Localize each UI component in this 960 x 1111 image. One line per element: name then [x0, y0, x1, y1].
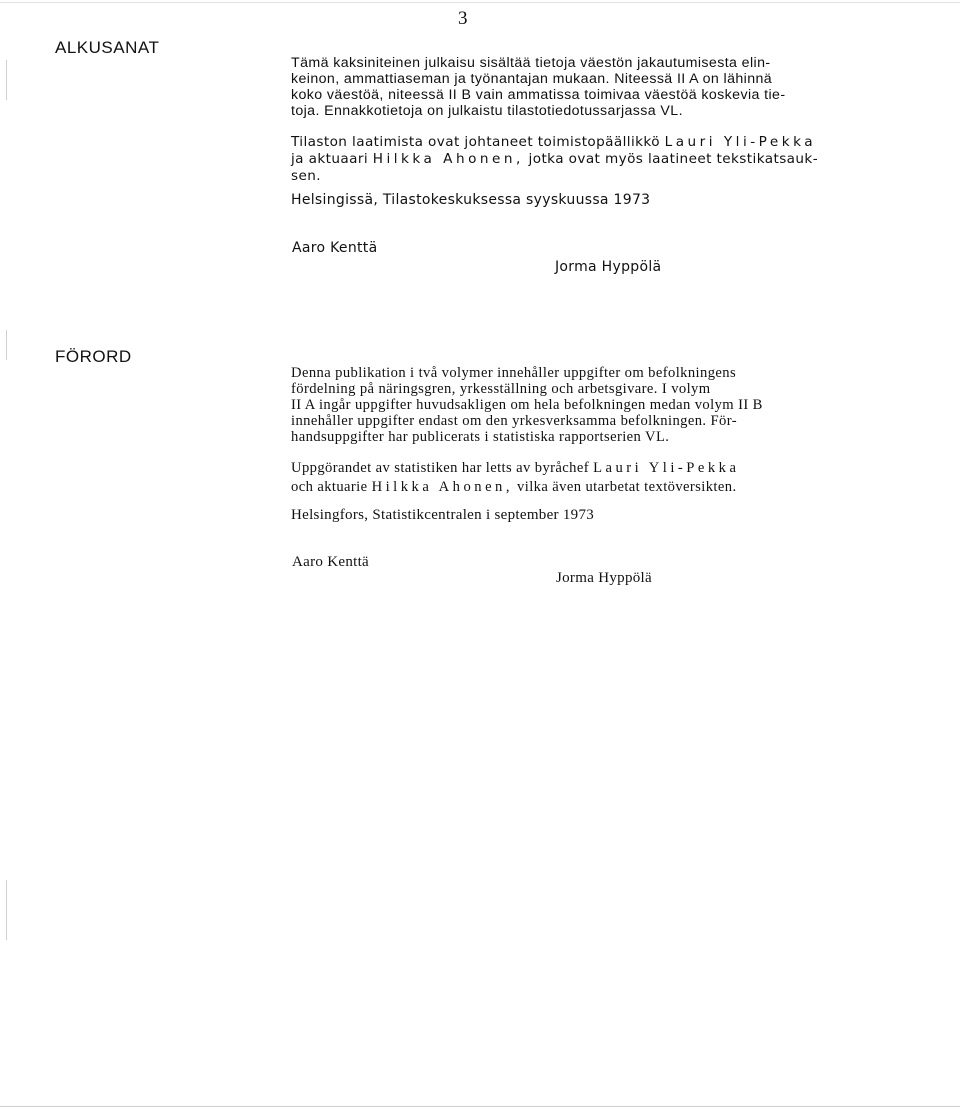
text-fragment: och aktuarie: [291, 479, 372, 495]
scan-margin-mark: [6, 330, 7, 360]
text-line: koko väestöä, niteessä II B vain ammatissa toimivaa väestöä koskevia tie-: [291, 87, 786, 103]
text-line: [291, 478, 871, 497]
text-line: II A ingår uppgifter huvudsakligen om hela befolkningen medan volym II B: [291, 397, 763, 413]
scan-margin-mark: [6, 880, 7, 940]
text-line: handsuppgifter har publicerats i statistiska rapportserien VL.: [291, 429, 670, 445]
text-line: keinon, ammattiaseman ja työnantajan mukaan. Niteessä II A on lähinnä: [291, 71, 773, 87]
signature-right: Jorma Hyppölä: [556, 570, 652, 586]
text-line: [291, 459, 871, 478]
scan-top-edge: [0, 2, 960, 3]
scan-margin-mark: [6, 60, 7, 100]
finnish-paragraph-2: [291, 134, 871, 185]
text-line: fördelning på näringsgren, yrkesställning och arbetsgivare. I volym: [291, 381, 711, 397]
signature-right: Jorma Hyppölä: [555, 259, 662, 275]
text-fragment: ja aktuaari: [291, 151, 373, 167]
text-line: innehåller uppgifter endast om den yrkesverksamma befolkningen. För-: [291, 413, 737, 429]
person-name: Hilkka Ahonen,: [372, 151, 524, 167]
text-line: Denna publikation i två volymer innehåller uppgifter om befolkningens: [291, 365, 737, 381]
text-fragment: vilka även utarbetat textöversikten.: [513, 479, 737, 495]
text-line: toja. Ennakkotietoja on julkaistu tilastotiedotussarjassa VL.: [291, 103, 683, 119]
signature-left: Aaro Kenttä: [292, 240, 378, 256]
text-line: sen.: [291, 168, 321, 184]
heading-alkusanat: ALKUSANAT: [55, 38, 160, 57]
place-date: Helsingissä, Tilastokeskuksessa syyskuussa 1973: [291, 192, 651, 208]
signature-left: Aaro Kenttä: [292, 554, 370, 570]
text-fragment: Tilaston laatimista ovat johtaneet toimistopäällikkö: [291, 134, 665, 150]
page-number: 3: [458, 8, 468, 29]
scan-bottom-edge: [0, 1106, 960, 1107]
text-fragment: jotka ovat myös laatineet tekstikatsauk-: [523, 151, 818, 167]
text-line: Tämä kaksiniteinen julkaisu sisältää tietoja väestön jakautumisesta elin-: [291, 55, 771, 71]
text-line: [291, 151, 871, 168]
text-line: [291, 134, 871, 151]
place-date: Helsingfors, Statistikcentralen i september 1973: [291, 507, 595, 523]
finnish-paragraph-1: [291, 55, 871, 119]
heading-forord: FÖRORD: [55, 347, 132, 366]
text-fragment: Uppgörandet av statistiken har letts av byråchef: [291, 460, 594, 476]
swedish-paragraph-1: [291, 365, 871, 445]
person-name: Lauri Yli-Pekka: [593, 460, 740, 476]
person-name: Hilkka Ahonen,: [371, 479, 513, 495]
person-name: Lauri Yli-Pekka: [664, 134, 817, 150]
swedish-paragraph-2: [291, 459, 871, 497]
